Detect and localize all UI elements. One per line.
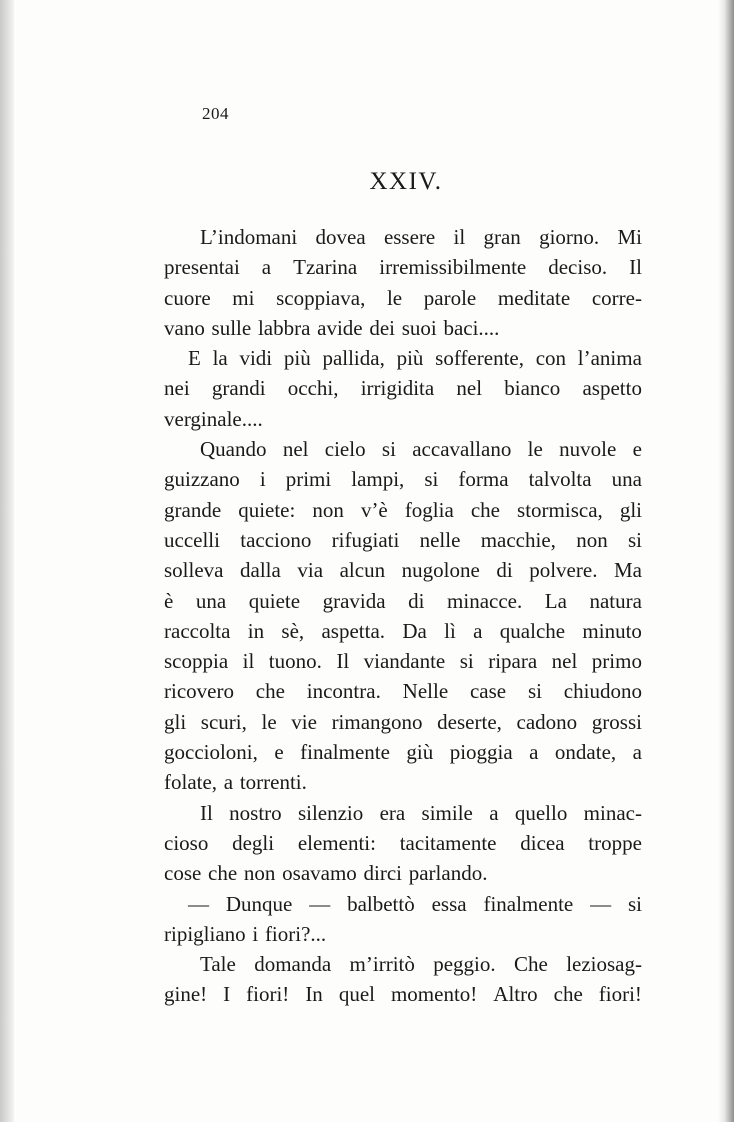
word: grossi xyxy=(591,709,642,734)
word: cuore xyxy=(164,285,211,310)
word: natura xyxy=(589,588,642,613)
word: peggio. xyxy=(433,952,496,977)
word: non xyxy=(312,497,344,522)
body-text xyxy=(164,222,642,1010)
word: via xyxy=(297,558,324,583)
text-line xyxy=(164,555,642,585)
text-line xyxy=(164,737,642,767)
word: si xyxy=(381,437,396,462)
word: meditate xyxy=(497,285,571,310)
text-line xyxy=(164,283,642,313)
word: primi xyxy=(285,467,332,492)
word: tacitamente xyxy=(399,830,497,855)
word: nei xyxy=(164,376,190,401)
text-line xyxy=(164,858,642,888)
word: parlando. xyxy=(408,861,488,886)
word: gli xyxy=(164,709,187,734)
word: torrenti. xyxy=(239,770,307,795)
word: rimangono xyxy=(331,709,423,734)
word: elementi: xyxy=(297,830,376,855)
word: quel xyxy=(338,982,375,1007)
word: degli xyxy=(232,830,275,855)
word: essere xyxy=(383,225,436,249)
word: si xyxy=(424,467,439,492)
word: solleva xyxy=(164,558,224,583)
text-line xyxy=(164,889,642,919)
word: domanda xyxy=(254,952,332,977)
word: — xyxy=(590,891,612,916)
word: ondate, xyxy=(554,740,617,765)
word: m’irritò xyxy=(349,952,415,977)
word: grande xyxy=(164,497,222,522)
word: minacce. xyxy=(447,588,523,613)
word: parole xyxy=(423,285,477,310)
word: Ma xyxy=(614,558,642,583)
word: dalla xyxy=(240,558,281,583)
word: fiori! xyxy=(246,982,290,1007)
text-line xyxy=(164,949,642,979)
word: cose xyxy=(164,861,202,886)
word: tuono. xyxy=(268,649,322,674)
word: sofferente, xyxy=(435,346,524,371)
word: nel xyxy=(282,437,309,462)
word: irrigidita xyxy=(360,376,435,401)
word: nuvole xyxy=(559,437,617,462)
text-line xyxy=(164,798,642,828)
word: incontra. xyxy=(306,679,381,704)
word: I xyxy=(223,982,231,1007)
word: vie xyxy=(291,709,317,734)
word: silenzio xyxy=(297,800,364,825)
word: mi xyxy=(232,285,255,310)
page-number: 204 xyxy=(202,104,229,123)
word: guizzano xyxy=(164,467,240,492)
word: scoppiava, xyxy=(276,285,366,310)
text-line xyxy=(164,767,642,797)
text-line xyxy=(164,616,642,646)
word: Da xyxy=(402,618,427,643)
word: più xyxy=(396,346,424,371)
word: si xyxy=(627,891,642,916)
word: le xyxy=(261,709,277,734)
word: La xyxy=(544,588,567,613)
word: qualche xyxy=(499,618,566,643)
word: deserte, xyxy=(437,709,502,734)
word: stormisca, xyxy=(517,497,603,522)
word: talvolta xyxy=(528,467,592,492)
text-line xyxy=(164,222,642,252)
word: labbra xyxy=(257,315,311,340)
text-line xyxy=(164,525,642,555)
word: di xyxy=(496,558,513,583)
word: foglia xyxy=(404,497,454,522)
word: le xyxy=(527,437,543,462)
word: gravida xyxy=(322,588,386,613)
word: deciso. xyxy=(548,255,608,280)
word: quiete: xyxy=(238,497,296,522)
word: e xyxy=(274,740,284,765)
word: osavamo xyxy=(282,861,357,886)
word: che xyxy=(553,982,583,1007)
text-line xyxy=(164,676,642,706)
text-line xyxy=(164,707,642,737)
word: viandante xyxy=(363,649,446,674)
word: bianco xyxy=(504,376,561,401)
word: una xyxy=(195,588,227,613)
word: vano xyxy=(164,315,205,340)
word: rifugiati xyxy=(331,527,400,552)
word: Nelle xyxy=(402,679,449,704)
word: non xyxy=(576,527,608,552)
word: E xyxy=(188,346,201,371)
word: primo xyxy=(591,649,642,674)
text-line xyxy=(164,586,642,616)
word: fiori?... xyxy=(264,921,327,946)
word: si xyxy=(527,679,542,704)
word: v’è xyxy=(360,497,388,522)
word: balbettò xyxy=(347,891,415,916)
word: con xyxy=(535,346,567,371)
word: essa xyxy=(431,891,467,916)
word: In xyxy=(305,982,323,1007)
word: Tzarina xyxy=(293,255,358,280)
word: Il xyxy=(336,649,350,674)
word: — xyxy=(188,891,209,916)
text-line xyxy=(164,646,642,676)
word: aspetta. xyxy=(321,618,386,643)
word: Dunque xyxy=(225,891,293,916)
word: giorno. xyxy=(539,225,600,249)
word: dirci xyxy=(363,861,402,886)
word: era xyxy=(379,800,406,825)
text-line xyxy=(164,404,642,434)
word: l’anima xyxy=(577,346,642,371)
word: Il xyxy=(200,800,213,825)
word: verginale.... xyxy=(164,406,263,431)
word: simile xyxy=(421,800,473,825)
word: più xyxy=(283,346,311,371)
word: pioggia xyxy=(449,740,513,765)
word: scoppia xyxy=(164,649,229,674)
word: è xyxy=(164,588,174,613)
word: che xyxy=(208,861,238,886)
word: leziosag- xyxy=(566,952,642,977)
text-line xyxy=(164,313,642,343)
text-line xyxy=(164,373,642,403)
word: quello xyxy=(514,800,568,825)
word: finalmente xyxy=(300,740,390,765)
word: di xyxy=(408,588,425,613)
word: irremissibilmente xyxy=(379,255,527,280)
text-line xyxy=(164,343,642,373)
word: troppe xyxy=(588,830,642,855)
word: momento! xyxy=(390,982,478,1007)
word: finalmente xyxy=(483,891,574,916)
word: macchie, xyxy=(480,527,556,552)
word: ripara xyxy=(488,649,538,674)
word: Quando xyxy=(200,437,267,462)
word: giù xyxy=(406,740,434,765)
word: goccioloni, xyxy=(164,740,258,765)
word: sè, xyxy=(281,618,305,643)
word: corre- xyxy=(591,285,642,310)
word: raccolta xyxy=(164,618,231,643)
word: gran xyxy=(483,225,521,249)
word: L’indomani xyxy=(200,225,298,249)
word: a xyxy=(632,740,642,765)
word: la xyxy=(212,346,228,371)
word: fiori! xyxy=(598,982,642,1007)
word: forma xyxy=(458,467,509,492)
word: i xyxy=(259,467,266,492)
word: gine! xyxy=(164,982,208,1007)
word: lì xyxy=(444,618,456,643)
word: pallida, xyxy=(322,346,385,371)
word: a xyxy=(473,618,483,643)
word: in xyxy=(247,618,265,643)
text-line xyxy=(164,495,642,525)
text-line xyxy=(164,828,642,858)
word: chiudono xyxy=(563,679,642,704)
word: occhi, xyxy=(287,376,339,401)
word: avide xyxy=(317,315,363,340)
word: sulle xyxy=(211,315,252,340)
word: vidi xyxy=(239,346,273,371)
word: si xyxy=(627,527,642,552)
word: Che xyxy=(514,952,548,977)
text-line xyxy=(164,919,642,949)
word: alcun xyxy=(339,558,386,583)
word: dei xyxy=(369,315,395,340)
word: si xyxy=(459,649,474,674)
word: cielo xyxy=(324,437,366,462)
word: dovea xyxy=(315,225,366,249)
word: una xyxy=(611,467,642,492)
word: dicea xyxy=(520,830,565,855)
word: il xyxy=(453,225,466,249)
word: polvere. xyxy=(529,558,598,583)
word: a xyxy=(489,800,499,825)
word: che xyxy=(255,679,285,704)
word: — xyxy=(309,891,331,916)
word: lampi, xyxy=(351,467,405,492)
text-line xyxy=(164,434,642,464)
word: non xyxy=(243,861,276,886)
word: a xyxy=(223,770,234,795)
word: nel xyxy=(456,376,483,401)
word: nostro xyxy=(229,800,282,825)
word: cioso xyxy=(164,830,209,855)
word: a xyxy=(261,255,272,280)
word: uccelli xyxy=(164,527,220,552)
word: nugolone xyxy=(401,558,480,583)
word: gli xyxy=(619,497,642,522)
word: cadono xyxy=(516,709,578,734)
word: Tale xyxy=(200,952,236,977)
word: le xyxy=(386,285,403,310)
word: Mi xyxy=(617,225,642,249)
word: presentai xyxy=(164,255,240,280)
text-line xyxy=(164,979,642,1009)
word: aspetto xyxy=(582,376,642,401)
word: a xyxy=(529,740,539,765)
word: accavallano xyxy=(412,437,512,462)
text-line xyxy=(164,464,642,494)
text-line xyxy=(164,252,642,282)
word: Altro xyxy=(493,982,538,1007)
word: tacciono xyxy=(240,527,312,552)
chapter-heading: XXIV. xyxy=(369,168,443,195)
word: che xyxy=(470,497,500,522)
word: suoi xyxy=(401,315,437,340)
word: ripigliano xyxy=(164,921,246,946)
word: folate, xyxy=(164,770,218,795)
word: baci.... xyxy=(443,315,500,340)
word: quiete xyxy=(248,588,301,613)
word: nel xyxy=(551,649,578,674)
word: nelle xyxy=(419,527,461,552)
word: e xyxy=(632,437,642,462)
word: i xyxy=(252,921,259,946)
word: minac- xyxy=(583,800,642,825)
word: scuri, xyxy=(200,709,247,734)
word: case xyxy=(469,679,507,704)
word: minuto xyxy=(582,618,642,643)
word: Il xyxy=(629,255,642,280)
word: il xyxy=(242,649,255,674)
word: grandi xyxy=(211,376,266,401)
word: ricovero xyxy=(164,679,234,704)
